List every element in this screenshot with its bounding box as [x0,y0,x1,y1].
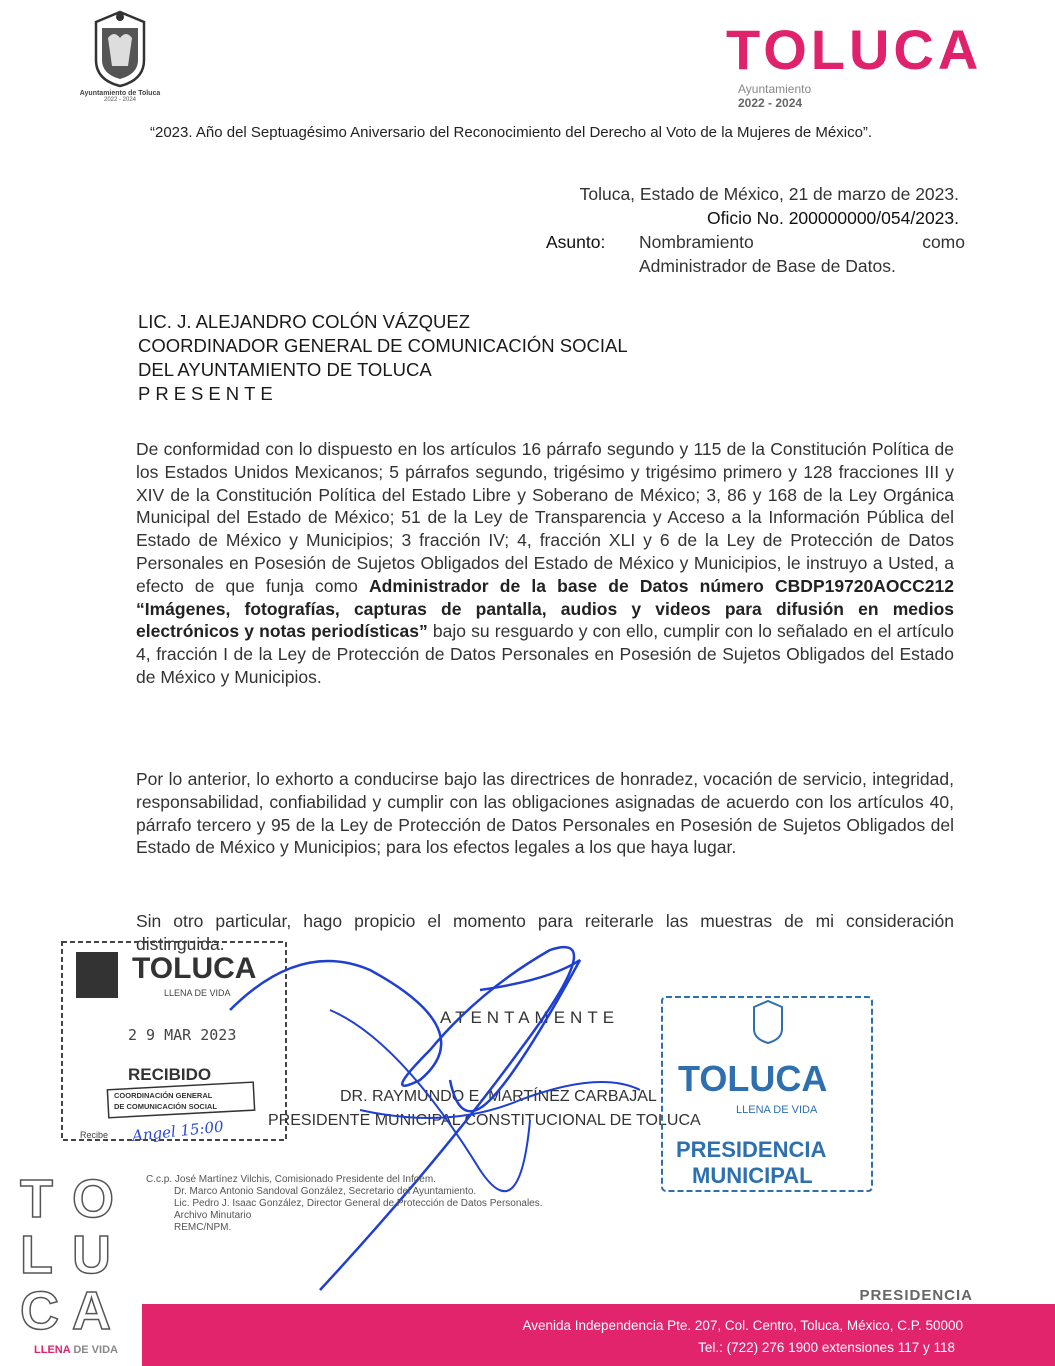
seal-term: 2022 - 2024 [103,97,137,103]
received-area-1: COORDINACIÓN GENERAL [114,1091,213,1100]
side-logo-letters [16,1165,126,1335]
presidency-stamp-graphic [660,995,875,1195]
addressee-block [138,310,628,406]
carbon-copy-list [146,1174,543,1234]
side-letter-l: L [20,1225,53,1285]
body-paragraph-3: Sin otro particular, hago propicio el momento para reiterarle las muestras de mi consideración distinguida. [136,911,954,954]
received-label: RECIBIDO [128,1065,212,1084]
subject-word-1: Nombramiento [639,232,754,252]
side-tagline-a: LLENA [34,1344,71,1356]
footer-address: Avenida Independencia Pte. 207, Col. Centro, Toluca, México, C.P. 50000 [522,1318,963,1333]
footer-phone: Tel.: (722) 276 1900 extensiones 117 y 118 [698,1340,955,1355]
received-handwritten: Angel 15:00 [131,1117,225,1145]
subject-line-2: Administrador de Base de Datos. [639,256,896,276]
body-paragraph-1 [136,438,954,689]
side-letter-o: O [72,1169,115,1229]
addressee-org: DEL AYUNTAMIENTO DE TOLUCA [138,359,432,380]
presidency-stamp [660,995,875,1195]
presidency-stamp-line2: MUNICIPAL [692,1163,813,1188]
body-paragraph-2: Por lo anterior, lo exhorto a conducirse bajo las directrices de honradez, vocación de servicio, integridad, responsabilidad, confiabilidad y cumplir con las obligaciones asignadas de acuerdo con los artículos 40, párrafo tercero y 95 de la Ley de Protección de Datos Personales en Posesión de Sujetos Obligados del Estado de México y Municipios; para los efectos legales a los que haya lugar. [136,769,954,858]
place-date: Toluca, Estado de México, 21 de marzo de 2023. [579,184,959,204]
closing-atentamente: ATENTAMENTE [440,1008,620,1027]
addressee-present: PRESENTE [138,383,278,404]
signer-role: PRESIDENTE MUNICIPAL CONSTITUCIONAL DE TOLUCA [268,1112,701,1129]
side-letter-u: U [72,1225,111,1285]
presidency-stamp-line1: PRESIDENCIA [676,1137,827,1162]
subject-label: Asunto: [546,232,606,252]
cc-line: Archivo Minutario [174,1210,252,1221]
addressee-title: COORDINADOR GENERAL DE COMUNICACIÓN SOCIAL [138,335,628,356]
cc-line: Lic. Pedro J. Isaac González, Director General de Protección de Datos Personales. [174,1198,543,1209]
cc-line: REMC/NPM. [174,1222,232,1233]
side-letter-c: C [20,1281,59,1335]
toluca-brand-logo [726,18,986,110]
year-motto: “2023. Año del Septuagésimo Aniversario del Reconocimiento del Derecho al Voto de la Mujeres de México”. [150,124,873,141]
seal-caption: Ayuntamiento de Toluca [79,90,161,97]
side-logo-tagline [16,1344,136,1356]
p1-start: De conformidad con lo dispuesto en los artículos 16 párrafo segundo y 115 de la Constitución Política de los Estados Unidos Mexicanos; 5 párrafos segundo, trigésimo y trigésimo primero y 128 fracciones III y XIV de la Constitución Política del Estado Libre y Soberano de México; 3, 86 y 168 de la Ley Orgánica Municipal del Estado de México; 51 de la Ley de Transparencia y Acceso a la Información Pública del Estado de México y Municipios; 3 fracción IV; 4, fracción XLI y 6 de la Ley de Protección de Datos Personales en Posesión de Sujetos Obligados del Estado de México y Municipios, le instruyo a Usted, a efecto de que funja como [136,439,954,596]
subject-line-1 [639,230,965,254]
side-tagline-b: DE VIDA [73,1344,118,1356]
received-by-label: Recibe [80,1130,109,1140]
municipal-seal [70,8,170,113]
footer-department: PRESIDENCIA [859,1287,973,1304]
received-stamp-tagline: LLENA DE VIDA [164,988,231,998]
handwritten-signature [220,930,680,1300]
coat-of-arms-icon [88,8,152,88]
p1-end: bajo su resguardo y con ello, cumplir con lo señalado en el artículo 4, fracción I de la Ley de Protección de Datos Personales en Posesión de Sujetos Obligados del Estado de México y Municipios. [136,621,954,687]
addressee-name: LIC. J. ALEJANDRO COLÓN VÁZQUEZ [138,311,471,332]
presidency-stamp-brand: TOLUCA [678,1058,828,1099]
received-date: 2 9 MAR 2023 [128,1026,237,1044]
side-letter-t: T [20,1169,53,1229]
subject-word-2: como [922,232,965,252]
received-area-2: DE COMUNICACIÓN SOCIAL [114,1102,217,1111]
brand-subtitle: Ayuntamiento [738,82,812,96]
received-stamp-brand: TOLUCA [132,952,257,985]
presidency-stamp-tagline: LLENA DE VIDA [736,1104,818,1116]
cc-line: C.c.p. José Martínez Vilchis, Comisionado Presidente del Infoem. [146,1174,436,1185]
brand-term: 2022 - 2024 [738,96,803,110]
footer-band [142,1304,1055,1366]
side-letter-a: A [72,1281,111,1335]
signer-name: DR. RAYMUNDO E. MARTÍNEZ CARBAJAL [340,1088,657,1105]
side-toluca-logo [16,1165,136,1356]
cc-line: Dr. Marco Antonio Sandoval González, Secretario del Ayuntamiento. [174,1186,477,1197]
office-number: Oficio No. 200000000/054/2023. [707,208,959,228]
brand-wordmark: TOLUCA [726,18,983,81]
letter-meta [580,182,959,230]
p1-database-name: Administrador de la base de Datos número CBDP19720AOCC212 “Imágenes, fotografías, capturas de pantalla, audios y videos para difusión en medios electrónicos y notas periodísticas” [136,575,954,642]
